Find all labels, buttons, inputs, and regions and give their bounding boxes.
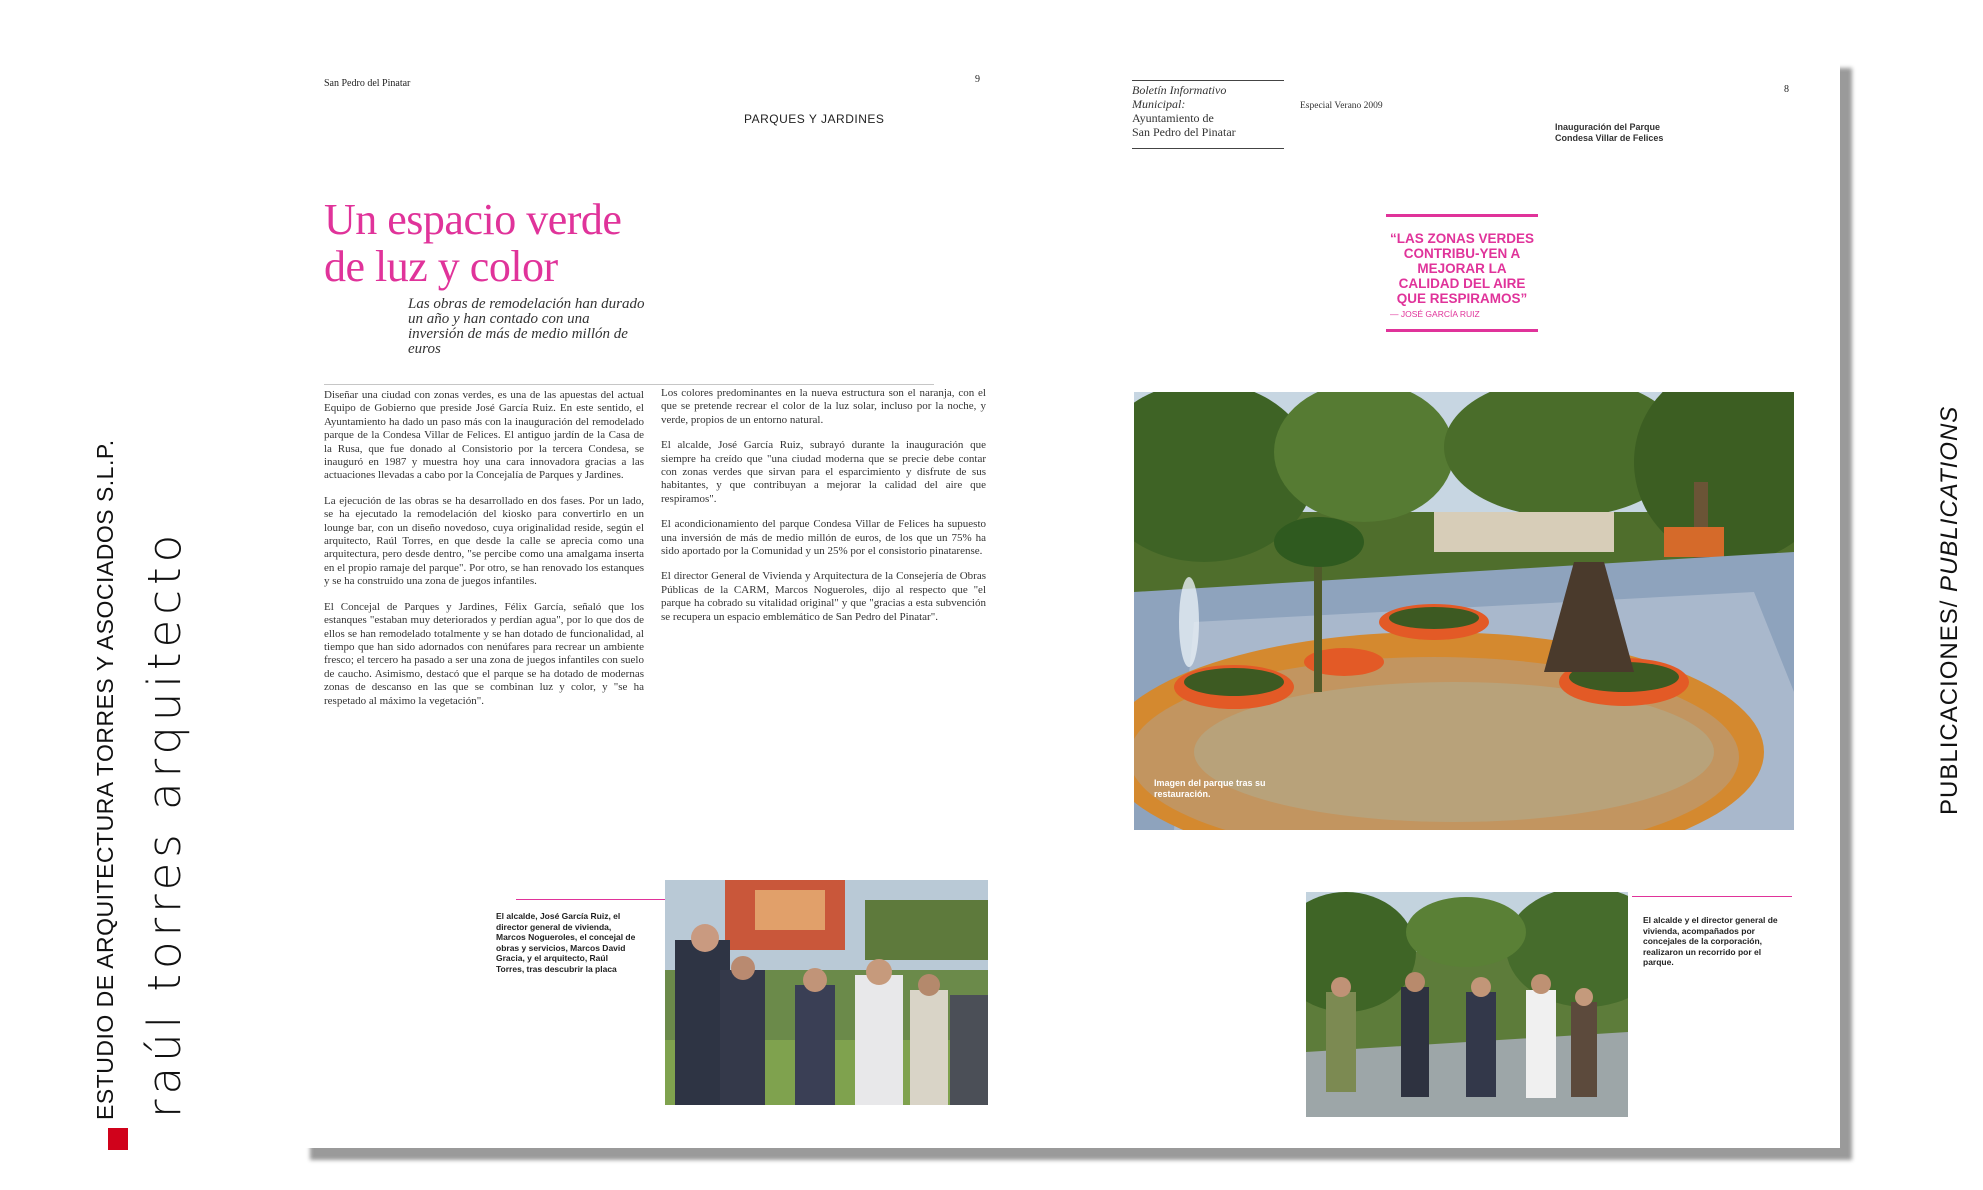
article-subtitle: Las obras de remodelación han durado un año y han contado con una inversión de más de medio millón de euros [408,296,645,357]
paragraph: Diseñar una ciudad con zonas verdes, es una de las apuestas del actual Equipo de Gobierno que preside José García Ruiz. En este sentido, el Ayuntamiento ha dado un paso más con la inauguración del remodelado parque de la Condesa Villar de Felices. El antiguo jardín de la Casa de la Rusa, que fue donado al Consistorio por la tercera Condesa, se inauguró en 1987 y muestra hoy una cara innovadora gracias a las actuaciones llevadas a cabo por la Concejalía de Parques y Jardines. [324,389,644,482]
quote-author: — JOSÉ GARCÍA RUIZ [1390,309,1480,319]
paragraph: El director General de Vivienda y Arquitectura de la Consejería de Obras Públicas de la CARM, Marcos Nogueroles, dijo al respecto que "el parque ha cobrado su vitalidad original" y que "gracias a esta subvención se recupera un espacio emblemático de San Pedro del Pinatar". [661,570,986,623]
quote-text: “LAS ZONAS VERDES CONTRIBU-YEN A MEJORAR LA CALIDAD DEL AIRE QUE RESPIRAMOS” [1389,231,1535,306]
tour-photo-caption: El alcalde y el director general de vivienda, acompañados por concejales de la corporación, realizaron un recorrido por el parque. [1643,915,1778,967]
caption-rule [516,899,666,900]
park-photo-caption: Imagen del parque tras su restauración. [1154,778,1266,799]
paragraph: La ejecución de las obras se ha desarrollado en dos fases. Por un lado, se ha ejecutado la remodelación del kiosko para convertirlo en un lounge bar, con un diseño novedoso, cuya originalidad reside, según el arquitecto, Raúl Torres, en que desde la calle se aprecia como una arquitectura, pero desde dentro, "se percibe como una amalgama inserta en el propio ramaje del parque". Por otro, se han renovado los estanques y se ha construido una zona de juegos infantiles. [324,494,644,588]
bulletin-top-rule [1132,80,1284,81]
caption-rule [1632,896,1792,897]
pull-quote [1386,214,1538,334]
bulletin-line: Ayuntamiento de [1132,111,1214,125]
divider-rule [324,384,934,385]
bulletin-bottom-rule [1132,148,1284,149]
logo-red-square [108,1128,128,1150]
edition-label: Especial Verano 2009 [1300,101,1383,111]
ceremony-photo [665,880,988,1105]
bulletin-line: Municipal: [1132,97,1186,111]
title-line-2: de luz y color [324,242,558,291]
ceremony-photo-image [665,880,988,1105]
ceremony-photo-caption: El alcalde, José García Ruiz, el director general de vivienda, Marcos Nogueroles, el concejal de obras y servicios, Marcos David Gracia, y el arquitecto, Raúl Torres, tras descubrir la placa [496,911,636,974]
publications-label [1936,406,1964,815]
bulletin-masthead [1132,83,1282,139]
park-photo-image [1134,392,1794,830]
title-line-1: Un espacio verde [324,195,622,244]
right-page-number: 8 [1784,84,1789,95]
architect-logo-text: raúl torres arquitecto [138,529,191,1118]
quote-top-rule [1386,214,1538,217]
right-section-label: Inauguración del Parque Condesa Villar de Felices [1555,122,1664,143]
magazine-spread [298,56,1840,1148]
paragraph: Los colores predominantes en la nueva estructura son el naranja, con el que se pretende recrear el color de la luz solar, incluso por la noche, y verde, propios de un entorno natural. [661,387,986,426]
article-column-2 [661,387,986,636]
tour-photo [1306,892,1628,1117]
studio-name: ESTUDIO DE ARQUITECTURA TORRES Y ASOCIADOS S.L.P. [92,439,118,1120]
quote-bottom-rule [1386,329,1538,332]
article-column-1 [324,389,644,720]
tour-photo-image [1306,892,1628,1117]
paragraph: El alcalde, José García Ruiz, subrayó durante la inauguración que siempre ha creído que "una ciudad moderna que se precie debe contar con zonas verdes que sirvan para el esparcimiento y disfrute de sus habitantes, y que contribuyan a mejorar la calidad del aire que respiramos". [661,439,986,505]
park-main-photo [1134,392,1794,830]
article-title [324,196,684,290]
section-heading: PARQUES Y JARDINES [744,112,885,126]
paragraph: El Concejal de Parques y Jardines, Félix García, señaló que los estanques "estaban muy deteriorados y perdían agua", por lo que dos de ellos se han remodelado totalmente y se han dotado de funcionalidad, al tiempo que han sido adornados con nenúfares para recrear un ambiente fresco; el tercero ha pasado a ser una zona de juegos infantiles con suelo de caucho. Asimismo, destacó que el parque se ha dotado de modernas zonas de descanso en las que se combinan luz y color, y "se ha respetado al máximo la vegetación". [324,600,644,707]
bulletin-line: Boletín Informativo [1132,83,1227,97]
bulletin-line: San Pedro del Pinatar [1132,125,1236,139]
publications-label-italic: PUBLICATIONS [1936,405,1963,592]
left-page-location: San Pedro del Pinatar [324,78,411,89]
branding-sidebar [0,0,191,1190]
left-page-number: 9 [975,74,980,85]
publications-label-plain: PUBLICACIONES/ [1936,591,1963,815]
paragraph: El acondicionamiento del parque Condesa Villar de Felices ha supuesto una inversión de más de medio millón de euros, de los que un 75% ha sido aportado por la Comunidad y un 25% por el consistorio pinatarense. [661,518,986,558]
